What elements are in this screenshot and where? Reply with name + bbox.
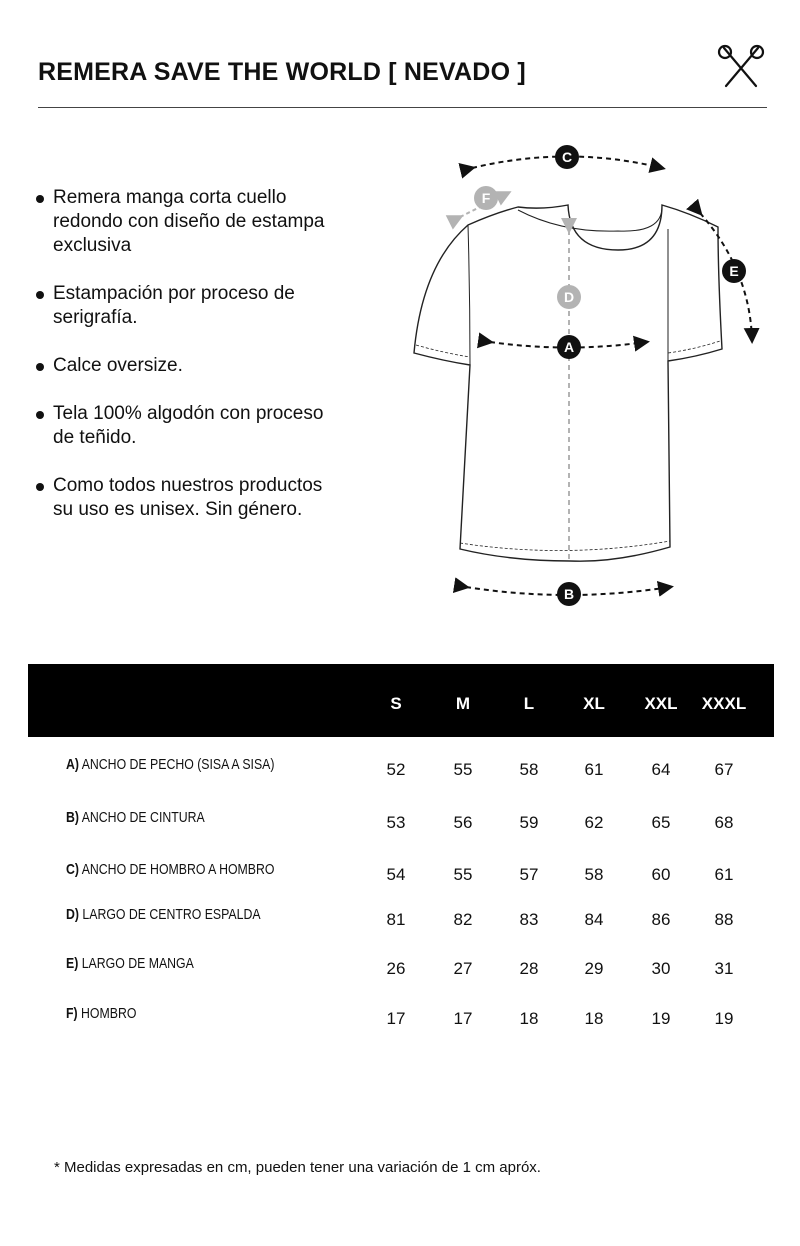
table-cell: 30 bbox=[651, 959, 671, 978]
table-cell: 31 bbox=[714, 959, 734, 978]
measurement-code: D) bbox=[66, 906, 79, 923]
table-cell: 84 bbox=[584, 910, 604, 929]
size-column-header: XXXL bbox=[701, 694, 747, 713]
feature-item bbox=[36, 474, 336, 522]
svg-text:F: F bbox=[481, 190, 491, 206]
measurement-name: LARGO DE CENTRO ESPALDA bbox=[78, 906, 261, 923]
svg-text:A: A bbox=[563, 339, 575, 355]
measurement-name: HOMBRO bbox=[77, 1005, 137, 1022]
table-cell: 83 bbox=[519, 910, 539, 929]
feature-item bbox=[36, 282, 336, 330]
tshirt-measurement-diagram bbox=[400, 135, 780, 615]
measurement-code: A) bbox=[66, 756, 79, 773]
table-cell: 60 bbox=[651, 865, 671, 884]
table-cell: 64 bbox=[651, 760, 671, 779]
table-cell: 58 bbox=[584, 865, 604, 884]
feature-text: Calce oversize. bbox=[53, 355, 183, 376]
marker-e bbox=[722, 259, 746, 283]
size-column-header: XL bbox=[583, 694, 605, 713]
table-cell: 65 bbox=[651, 813, 671, 832]
measurement-label bbox=[66, 809, 205, 826]
table-cell: 55 bbox=[453, 865, 473, 884]
feature-text: Tela 100% algodón con proceso de teñido. bbox=[53, 403, 324, 448]
size-column-header: L bbox=[523, 694, 535, 713]
feature-item bbox=[36, 354, 336, 378]
scissors-icon bbox=[716, 42, 766, 90]
bullet-icon bbox=[36, 195, 44, 203]
measurement-code: B) bbox=[66, 809, 79, 826]
feature-text: Como todos nuestros productos su uso es unisex. Sin género. bbox=[53, 475, 323, 520]
table-cell: 61 bbox=[584, 760, 604, 779]
bullet-icon bbox=[36, 291, 44, 299]
marker-d bbox=[557, 285, 581, 309]
table-cell: 62 bbox=[584, 813, 604, 832]
size-column-header: M bbox=[455, 694, 471, 713]
bullet-icon bbox=[36, 363, 44, 371]
measurement-label bbox=[66, 861, 274, 878]
marker-a bbox=[557, 335, 581, 359]
marker-b bbox=[557, 582, 581, 606]
size-column-header: XXL bbox=[644, 694, 678, 713]
measurement-label bbox=[66, 955, 194, 972]
page-title: REMERA SAVE THE WORLD [ NEVADO ] bbox=[38, 58, 526, 86]
table-cell: 61 bbox=[714, 865, 734, 884]
table-cell: 81 bbox=[386, 910, 406, 929]
bullet-icon bbox=[36, 483, 44, 491]
table-cell: 18 bbox=[584, 1009, 604, 1028]
footnote: * Medidas expresadas en cm, pueden tener una variación de 1 cm apróx. bbox=[54, 1159, 541, 1176]
measurement-code: F) bbox=[66, 1005, 78, 1022]
measurement-label bbox=[66, 756, 274, 773]
table-cell: 26 bbox=[386, 959, 406, 978]
measurement-name: LARGO DE MANGA bbox=[78, 955, 194, 972]
measurement-label bbox=[66, 1005, 136, 1022]
title-divider bbox=[38, 107, 767, 108]
table-cell: 29 bbox=[584, 959, 604, 978]
table-cell: 58 bbox=[519, 760, 539, 779]
table-cell: 54 bbox=[386, 865, 406, 884]
bullet-icon bbox=[36, 411, 44, 419]
feature-text: Remera manga corta cuello redondo con diseño de estampa exclusiva bbox=[53, 187, 325, 256]
measurement-name: ANCHO DE HOMBRO A HOMBRO bbox=[78, 861, 275, 878]
measurement-label bbox=[66, 906, 261, 923]
svg-text:D: D bbox=[563, 289, 575, 305]
feature-list bbox=[36, 186, 336, 546]
table-cell: 86 bbox=[651, 910, 671, 929]
marker-f bbox=[474, 186, 498, 210]
table-cell: 18 bbox=[519, 1009, 539, 1028]
table-cell: 55 bbox=[453, 760, 473, 779]
table-cell: 56 bbox=[453, 813, 473, 832]
table-cell: 17 bbox=[386, 1009, 406, 1028]
table-cell: 28 bbox=[519, 959, 539, 978]
table-cell: 52 bbox=[386, 760, 406, 779]
table-cell: 59 bbox=[519, 813, 539, 832]
measurement-name: ANCHO DE CINTURA bbox=[78, 809, 205, 826]
table-cell: 27 bbox=[453, 959, 473, 978]
table-cell: 57 bbox=[519, 865, 539, 884]
measurement-name: ANCHO DE PECHO (SISA A SISA) bbox=[78, 756, 275, 773]
table-cell: 82 bbox=[453, 910, 473, 929]
measurement-code: E) bbox=[66, 955, 79, 972]
feature-text: Estampación por proceso de serigrafía. bbox=[53, 283, 295, 328]
svg-text:B: B bbox=[563, 586, 575, 602]
size-column-header: S bbox=[390, 694, 402, 713]
table-cell: 88 bbox=[714, 910, 734, 929]
table-cell: 53 bbox=[386, 813, 406, 832]
svg-text:C: C bbox=[561, 149, 573, 165]
feature-item bbox=[36, 402, 336, 450]
marker-c bbox=[555, 145, 579, 169]
table-cell: 17 bbox=[453, 1009, 473, 1028]
table-cell: 19 bbox=[714, 1009, 734, 1028]
table-cell: 67 bbox=[714, 760, 734, 779]
table-cell: 68 bbox=[714, 813, 734, 832]
measurement-code: C) bbox=[66, 861, 79, 878]
table-cell: 19 bbox=[651, 1009, 671, 1028]
feature-item bbox=[36, 186, 336, 258]
svg-text:E: E bbox=[729, 263, 739, 279]
